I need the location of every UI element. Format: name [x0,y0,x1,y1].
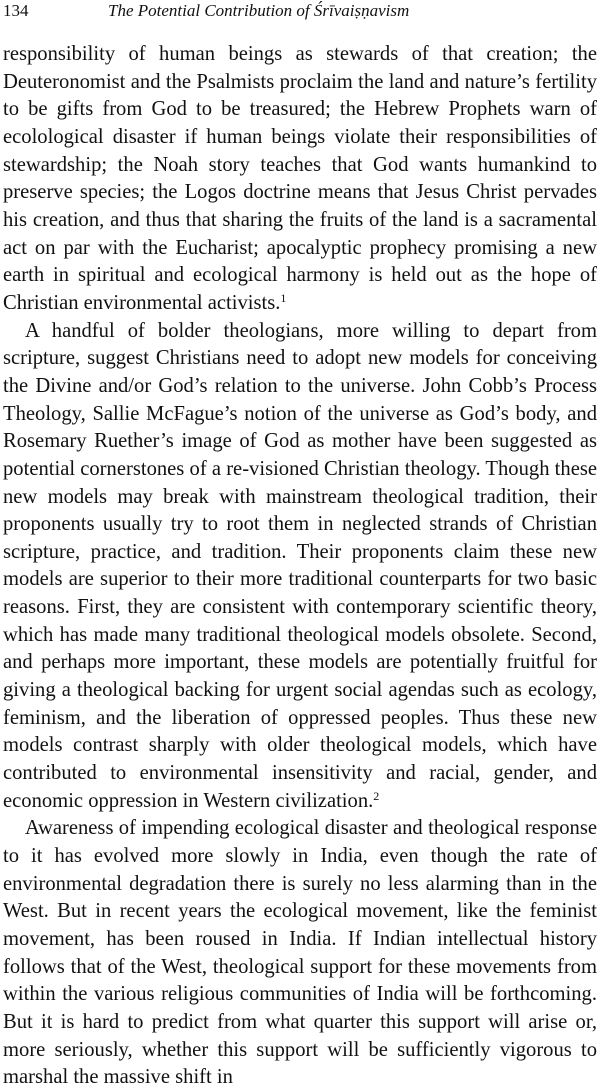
running-title: The Potential Contribution of Śrīvaiṣṇavism [108,1,410,20]
paragraph-2 [3,318,597,816]
paragraph-1 [3,41,597,318]
paragraph-text: Awareness of impending ecological disaster and theological response to it has evolved more slowly in India, even though the rate of environmental degradation there is surely no less alarming than in the West. But in recent years the ecological movement, like the feminist movement, has been roused in India. If Indian intellectual history follows that of the West, theological support for these movements from within the various religious communities of India will be forthcoming. But it is hard to predict from what quarter this support will arise or, more seriously, whether this support will be sufficiently vigorous to marshal the massive shift in [3,817,597,1089]
footnote-reference-2[interactable]: 2 [373,788,380,803]
page-number: 134 [3,1,29,20]
paragraph-text: responsibility of human beings as stewards of that creation; the Deuteronomist and the Psalmists proclaim the land and nature’s fertility to be gifts from God to be treasured; the Hebrew Prophets warn of ecolological disaster if human beings violate their responsibilities of stewardship; the Noah story teaches that God wants humankind to preserve species; the Logos doctrine means that Jesus Christ pervades his creation, and thus that sharing the fruits of the land is a sacramental act on par with the Eucharist; apocalyptic prophecy promising a new earth in spiritual and ecological harmony is held out as the hope of Christian environmental activists. [3,43,597,314]
footnote-reference-1[interactable]: 1 [280,290,287,305]
body-text [3,41,597,1092]
paragraph-3 [3,815,597,1092]
running-head [3,0,597,22]
paragraph-text: A handful of bolder theologians, more willing to depart from scripture, suggest Christians need to adopt new models for conceiving the Divine and/or God’s relation to the universe. John Cobb’s Process Theology, Sallie McFague’s notion of the universe as God’s body, and Rosemary Ruether’s image of God as mother have been suggested as potential cornerstones of a re-visioned Christian theology. Though these new models may break with mainstream theological tradition, their proponents usually try to root them in neglected strands of Christian scripture, practice, and tradition. Their proponents claim these new models are superior to their more traditional counterparts for two basic reasons. First, they are consistent with contemporary scientific theory, which has made many traditional theological models obsolete. Second, and perhaps more important, these models are potentially fruitful for giving a theological backing for urgent social agendas such as ecology, feminism, and the liberation of oppressed peoples. Thus these new models contrast sharply with older theological models, which have contributed to environmental insensitivity and racial, gender, and economic oppression in Western civilization. [3,319,597,812]
book-page [3,0,597,1089]
